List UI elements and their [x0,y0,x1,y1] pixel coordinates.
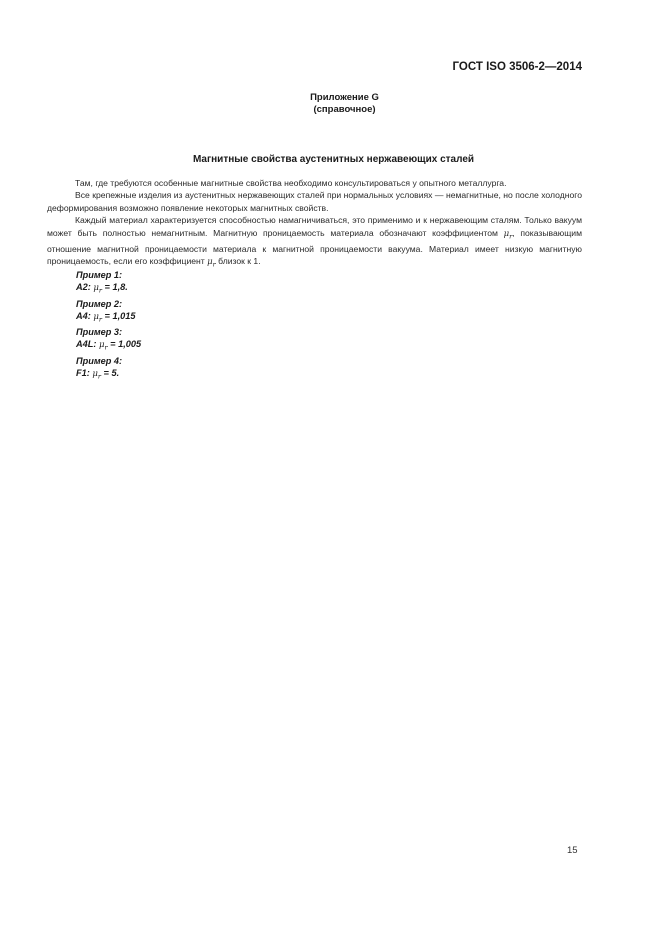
page-number: 15 [567,845,578,856]
example-value: A2: $\mu_r = 1,8$. [76,282,128,296]
body-text [47,177,582,271]
mu-r-symbol: $\mu_r$ [98,340,108,353]
annex-heading [0,92,661,116]
annex-type: (справочное) [313,104,376,115]
example-label: Пример 1: [76,270,123,280]
paragraph-1: Там, где требуются особенные магнитные свойства необходимо консультироваться у опытного металлурга. [75,178,507,188]
paragraph-3-part-2: , показывающим отношение магнитной проницаемости материала к магнитной проницаемости вакуума. Материал имеет низкую магнитную проницаемость, если его коэффициент [47,227,583,267]
example-label: Пример 4: [76,355,123,366]
mu-r-symbol: $\mu_r$ [207,257,216,269]
paragraph-3 [47,214,582,271]
section-title: Магнитные свойства аустенитных нержавеющих сталей [192,154,475,165]
mu-r-symbol: $\mu_r$ [93,283,102,296]
mu-r-symbol: $\mu_r$ [503,228,513,241]
paragraph-2: Все крепежные изделия из аустенитных нержавеющих сталей при нормальных условиях — немагнитные, но после холодного деформирования возможно появление некоторых магнитных свойств. [47,190,582,213]
example-value: A4L: $\mu_r = 1,005$ [76,339,142,353]
example-label: Пример 3: [76,327,123,337]
document-code: ГОСТ ISO 3506-2—2014 [452,61,582,73]
paragraph-3-part-3: близок к 1. [215,256,261,267]
example-value: A4: $\mu_r = 1,015$ [76,310,136,324]
mu-r-symbol: $\mu_r$ [93,311,102,324]
mu-r-symbol: $\mu_r$ [92,368,101,381]
paragraph-3-part-1: Каждый материал характеризуется способностью намагничиваться, это применимо и к нержавеющим сталям. Только вакуум может быть полностью немагнитным. Магнитную проницаемость материала обозначают коэффициентом [47,215,582,238]
annex-title: Приложение G [310,92,379,103]
example-value: F1: $\mu_r = 5$. [76,367,120,381]
example-label: Пример 2: [76,298,123,309]
examples-list [76,269,141,383]
